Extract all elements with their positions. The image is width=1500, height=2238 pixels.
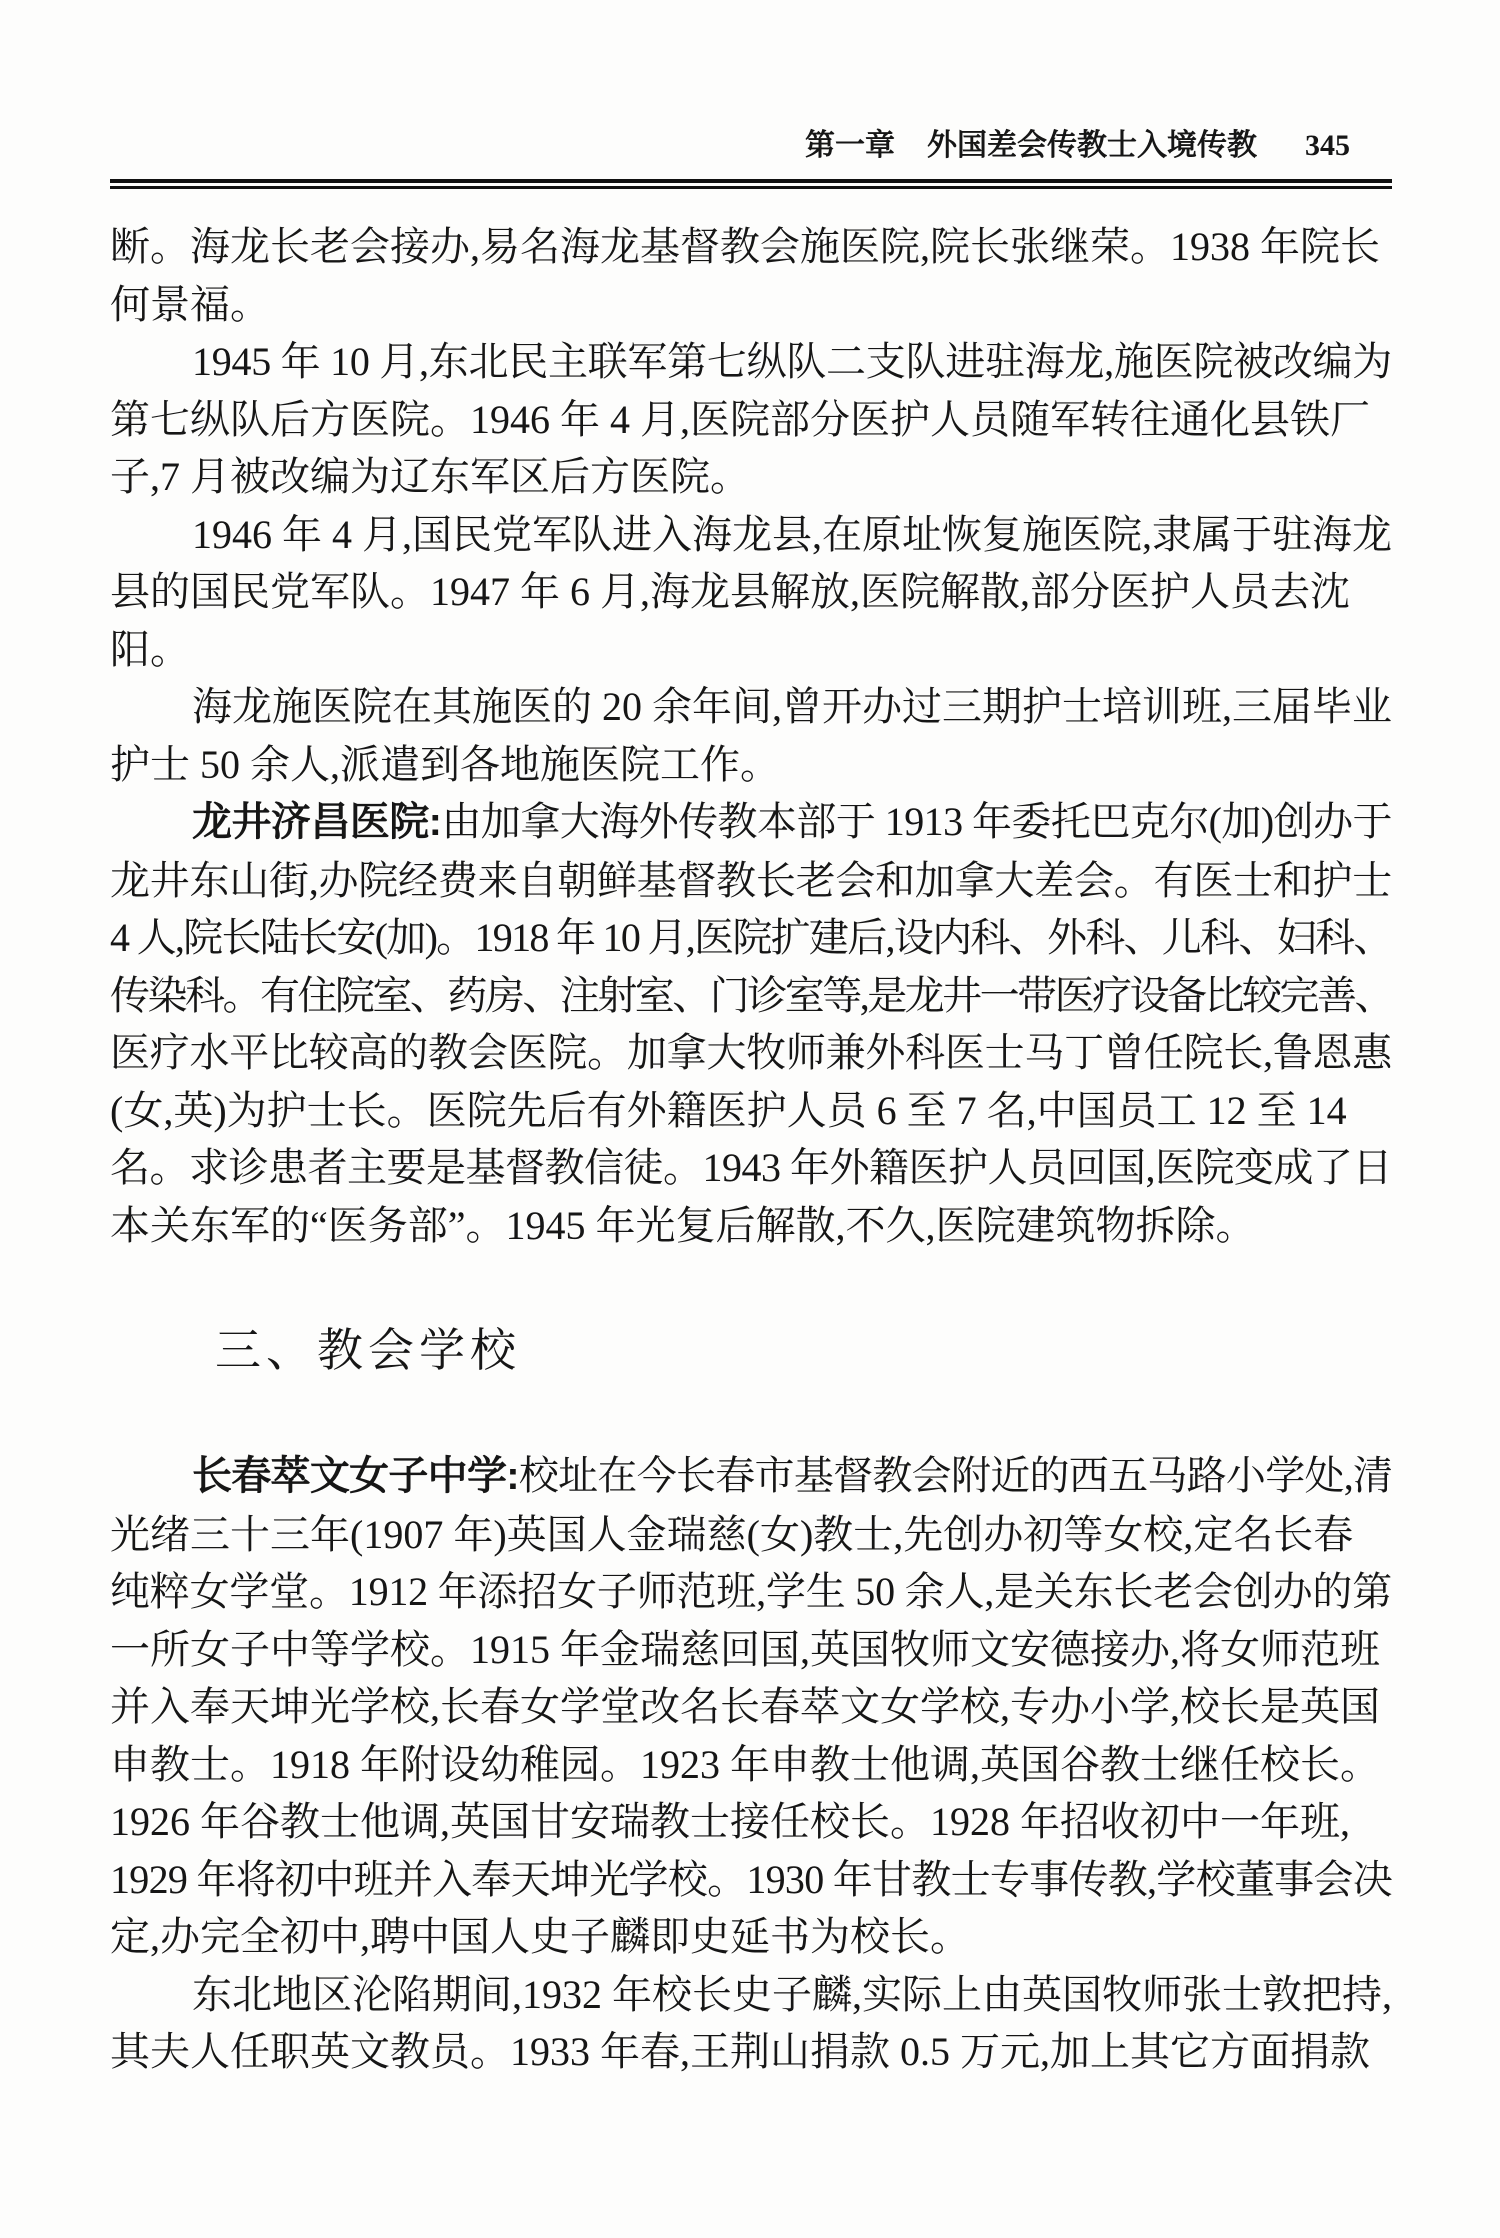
text-line: 传染科。有住院室、药房、注射室、门诊室等,是龙井一带医疗设备比较完善、 (110, 972, 1392, 1018)
paragraph (110, 333, 1392, 506)
chapter-label: 第一章 (805, 129, 895, 162)
section-heading: 三、教会学校 (215, 1325, 521, 1376)
text-line: 东北地区沦陷期间,1932 年校长史子麟,实际上由英国牧师张士敦把持, (192, 1971, 1392, 2017)
text-line: 海龙施医院在其施医的 20 余年间,曾开办过三期护士培训班,三届毕业 (192, 684, 1392, 729)
text-line: 第七纵队后方医院。1946 年 4 月,医院部分医护人员随军转往通化县铁厂 (110, 396, 1370, 442)
text-line: 1926 年谷教士他调,英国甘安瑞教士接任校长。1928 年招收初中一年班, (110, 1799, 1350, 1844)
document-body (110, 218, 1392, 2081)
text-line: 纯粹女学堂。1912 年添招女子师范班,学生 50 余人,是关东长老会创办的第 (110, 1569, 1392, 1614)
text-line: 1929 年将初中班并入奉天坤光学校。1930 年甘教士专事传教,学校董事会决 (110, 1856, 1392, 1902)
text-line: 龙井济昌医院:由加拿大海外传教本部于 1913 年委托巴克尔(加)创办于 (192, 799, 1392, 844)
text-line: 申教士。1918 年附设幼稚园。1923 年申教士他调,英国谷教士继任校长。 (110, 1741, 1380, 1787)
paragraph (110, 506, 1392, 679)
text-line: 子,7 月被改编为辽东军区后方医院。 (110, 454, 750, 499)
text-line: 长春萃文女子中学:校址在今长春市基督教会附近的西五马路小学处,清 (192, 1453, 1393, 1498)
text-line: (女,英)为护士长。医院先后有外籍医护人员 6 至 7 名,中国员工 12 至 14 (110, 1087, 1347, 1133)
text-line: 1946 年 4 月,国民党军队进入海龙县,在原址恢复施医院,隶属于驻海龙 (192, 511, 1392, 557)
paragraph (110, 218, 1392, 333)
header-rule (110, 179, 1392, 189)
text-line: 并入奉天坤光学校,长春女学堂改名长春萃文女学校,专办小学,校长是英国 (110, 1684, 1380, 1729)
text-line: 医疗水平比较高的教会医院。加拿大牧师兼外科医士马丁曾任院长,鲁恩惠 (110, 1030, 1392, 1075)
paragraph (110, 1966, 1392, 2081)
text-line: 断。海龙长老会接办,易名海龙基督教会施医院,院长张继荣。1938 年院长 (110, 224, 1380, 269)
running-header (110, 128, 1392, 164)
text-line: 护士 50 余人,派遣到各地施医院工作。 (110, 741, 780, 787)
text-line: 其夫人任职英文教员。1933 年春,王荆山捐款 0.5 万元,加上其它方面捐款 (110, 2029, 1370, 2074)
paragraph (110, 1447, 1392, 1966)
text-line: 县的国民党军队。1947 年 6 月,海龙县解放,医院解散,部分医护人员去沈 (110, 569, 1350, 614)
text-line: 龙井东山街,办院经费来自朝鲜基督教长老会和加拿大差会。有医士和护士 (110, 857, 1392, 903)
text-line: 何景福。 (110, 281, 270, 327)
text-line: 4 人,院长陆长安(加)。1918 年 10 月,医院扩建后,设内科、外科、儿科、妇科、 (110, 915, 1392, 960)
paragraph-lead: 长春萃文女子中学: (192, 1454, 519, 1498)
text-line: 定,办完全初中,聘中国人史子麟即史延书为校长。 (110, 1914, 970, 1959)
text-line: 本关东军的“医务部”。1945 年光复后解散,不久,医院建筑物拆除。 (110, 1202, 1256, 1248)
text-line: 名。求诊患者主要是基督教信徒。1943 年外籍医护人员回国,医院变成了日 (110, 1145, 1392, 1190)
text-line: 一所女子中等学校。1915 年金瑞慈回国,英国牧师文安德接办,将女师范班 (110, 1626, 1380, 1672)
text-line: 阳。 (110, 626, 190, 672)
text-line: 1945 年 10 月,东北民主联军第七纵队二支队进驻海龙,施医院被改编为 (192, 339, 1392, 384)
paragraph-lead: 龙井济昌医院: (192, 800, 442, 844)
paragraph (110, 678, 1392, 793)
page-number: 345 (1305, 129, 1350, 162)
header-title: 外国差会传教士入境传教 (927, 129, 1257, 162)
paragraph (110, 793, 1392, 1254)
text-line: 光绪三十三年(1907 年)英国人金瑞慈(女)教士,先创办初等女校,定名长春 (110, 1511, 1354, 1557)
